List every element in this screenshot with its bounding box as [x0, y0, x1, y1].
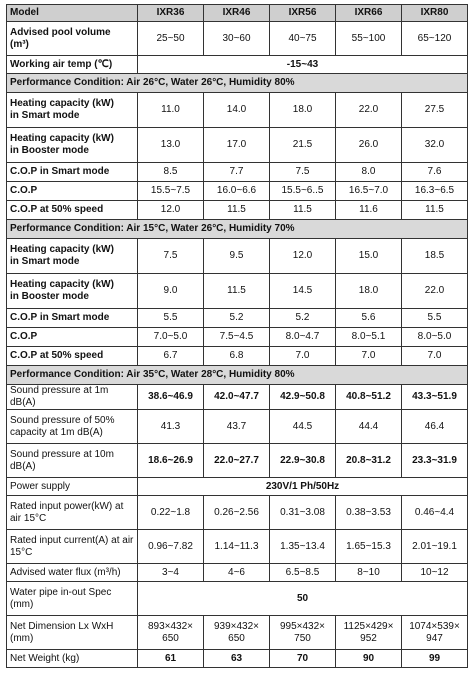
row-value-line: 12.0 [160, 204, 181, 215]
row-label-line: (m³) [10, 38, 29, 50]
header-row [7, 5, 468, 22]
row-value-line: 42.0~47.7 [214, 391, 259, 402]
row-value-line: 6.8 [229, 350, 244, 361]
row-value [204, 410, 270, 444]
row-value-line: 5.5 [427, 312, 442, 323]
row-value [336, 385, 402, 410]
row-value-line: 22.9~30.8 [280, 454, 325, 466]
row-label [7, 201, 138, 220]
row-label [7, 385, 138, 410]
row-label [7, 530, 138, 564]
row-value-line: 0.26~2.56 [214, 506, 259, 518]
row-label-line: Advised water flux (m³/h) [10, 566, 121, 578]
row-value [138, 128, 204, 163]
row-value-line: 63 [230, 652, 243, 664]
row-value-line: 22.0~27.7 [214, 454, 259, 466]
row-value-line: 21.5 [292, 139, 313, 150]
row-value-line: 1074×539× [409, 620, 460, 632]
row-value-line: 8~10 [357, 566, 380, 578]
row-value-line: 7.0~5.0 [153, 331, 188, 342]
row-value [270, 347, 336, 366]
row-value-line: 16.0~6.6 [216, 185, 257, 196]
row-label-line: C.O.P [10, 185, 38, 196]
row-label [7, 444, 138, 478]
row-value-line: 12.0 [292, 250, 313, 261]
row-value [270, 616, 336, 650]
row-value-line: 1.35~13.4 [280, 540, 325, 552]
row-value [204, 496, 270, 530]
section-header-row [7, 220, 468, 239]
row-value-line: 20.8~31.2 [346, 454, 391, 466]
row-value-line: 15.5~6..5 [281, 185, 324, 196]
row-label [7, 182, 138, 201]
row-value [204, 309, 270, 328]
row-value-line: 27.5 [424, 104, 445, 115]
row-label-line: Heating capacity (kW) [10, 244, 114, 255]
row-label-line: Power supply [10, 480, 71, 492]
row-value [204, 239, 270, 274]
row-value [402, 530, 468, 564]
row-value [402, 309, 468, 328]
row-value-line: 0.38~3.53 [346, 506, 391, 518]
row-label-line: C.O.P in Smart mode [10, 166, 110, 177]
row-label-line: 15°C [10, 546, 33, 558]
row-label [7, 410, 138, 444]
row-value [138, 410, 204, 444]
row-value [204, 347, 270, 366]
row-label [7, 309, 138, 328]
row-value [336, 496, 402, 530]
row-value-all-models: -15~43 [138, 56, 468, 74]
spec-row [7, 274, 468, 309]
row-value-line: 99 [428, 652, 441, 664]
row-value-line: 18.6~26.9 [148, 454, 193, 466]
row-value [336, 410, 402, 444]
row-value [138, 274, 204, 309]
row-value [204, 650, 270, 668]
row-value [270, 564, 336, 582]
row-value-line: 3~4 [162, 566, 179, 578]
row-value-line: 40~75 [288, 32, 317, 44]
section-title: Performance Condition: Air 35°C, Water 28°C, Humidity 80% [7, 366, 468, 385]
row-value-line: 5.2 [229, 312, 244, 323]
row-value-line: 41.3 [160, 420, 181, 432]
row-label-line: Rated input current(A) at air [10, 534, 134, 546]
row-value-line: 90 [362, 652, 375, 664]
row-value [402, 444, 468, 478]
spec-row [7, 530, 468, 564]
row-value-line: 4~6 [228, 566, 245, 578]
row-value [336, 564, 402, 582]
row-value-all-models: 230V/1 Ph/50Hz [138, 478, 468, 496]
row-value-line: 10~12 [420, 566, 449, 578]
row-value [270, 93, 336, 128]
row-value-line: 11.5 [227, 285, 246, 296]
row-label-line: Sound pressure at 10m [10, 448, 114, 460]
row-label-line: C.O.P [10, 331, 38, 342]
row-value [138, 201, 204, 220]
row-label-line: C.O.P at 50% speed [10, 350, 104, 361]
row-label-line: Heating capacity (kW) [10, 279, 114, 290]
row-value [270, 410, 336, 444]
row-value-line: 7.5~4.5 [219, 331, 254, 342]
row-label-line: Sound pressure at 1m dB(A) [10, 385, 109, 408]
row-value-line: 7.0 [361, 350, 376, 361]
row-value [402, 616, 468, 650]
row-value [138, 328, 204, 347]
row-value [270, 328, 336, 347]
spec-row [7, 582, 468, 616]
row-value-line: 7.6 [427, 166, 442, 177]
row-value-line: 0.22~1.8 [150, 506, 191, 518]
spec-row [7, 309, 468, 328]
row-label [7, 128, 138, 163]
row-value-line: 55~100 [351, 32, 386, 44]
row-value-line: 939×432× [213, 620, 260, 632]
row-value [270, 128, 336, 163]
row-value-line: 16.5~7.0 [348, 185, 389, 196]
row-value [138, 564, 204, 582]
row-value-line: 16.3~6.5 [414, 185, 455, 196]
row-value-line: 1125×429× [343, 620, 394, 632]
row-value-line: 8.0~4.7 [285, 331, 320, 342]
spec-row [7, 347, 468, 366]
row-value [402, 182, 468, 201]
row-value-line: 70 [296, 652, 309, 664]
row-value-line: 13.0 [160, 139, 181, 150]
row-value-line: 18.5 [424, 250, 445, 261]
spec-row [7, 201, 468, 220]
row-label [7, 56, 138, 74]
row-value [270, 182, 336, 201]
row-value [336, 93, 402, 128]
row-value [336, 530, 402, 564]
header-label: Model [7, 5, 138, 22]
row-label [7, 582, 138, 616]
row-value-line: 17.0 [226, 139, 247, 150]
row-value-line: 25~50 [156, 32, 185, 44]
row-label-line: dB(A) [10, 460, 36, 472]
spec-row [7, 163, 468, 182]
row-value [204, 328, 270, 347]
row-value [270, 650, 336, 668]
row-label [7, 22, 138, 56]
row-label [7, 328, 138, 347]
row-value [204, 93, 270, 128]
row-value [138, 616, 204, 650]
row-value-line: 46.4 [424, 420, 445, 432]
section-title: Performance Condition: Air 15°C, Water 26°C, Humidity 70% [7, 220, 468, 239]
row-label-line: C.O.P in Smart mode [10, 312, 110, 323]
row-value-line: 18.0 [292, 104, 313, 115]
row-value-line: 8.0~5.0 [417, 331, 452, 342]
row-label [7, 163, 138, 182]
row-value [336, 616, 402, 650]
row-value [138, 385, 204, 410]
row-label-line: Sound pressure of 50% [10, 414, 115, 426]
row-label [7, 239, 138, 274]
row-value [336, 182, 402, 201]
spec-row [7, 328, 468, 347]
row-value-line: 1.65~15.3 [346, 540, 391, 552]
spec-row [7, 444, 468, 478]
spec-row [7, 128, 468, 163]
row-value [138, 650, 204, 668]
row-value [336, 128, 402, 163]
row-value [138, 347, 204, 366]
row-value [336, 309, 402, 328]
row-value [336, 201, 402, 220]
row-label-line: Rated input power(kW) at [10, 500, 124, 512]
row-label-line: in Booster mode [10, 145, 89, 156]
spec-row [7, 496, 468, 530]
row-value [402, 239, 468, 274]
row-value-line: 11.5 [425, 204, 444, 215]
row-value-line: 32.0 [424, 139, 445, 150]
row-value-line: 7.0 [295, 350, 310, 361]
row-value-line: 5.2 [295, 312, 310, 323]
row-value [270, 274, 336, 309]
row-value [138, 309, 204, 328]
row-value-line: 947 [426, 632, 443, 644]
row-value-line: 22.0 [358, 104, 379, 115]
row-label [7, 93, 138, 128]
row-label [7, 347, 138, 366]
row-label-line: Advised pool volume [10, 26, 111, 38]
row-value [270, 444, 336, 478]
row-label-line: Heating capacity (kW) [10, 133, 114, 144]
row-value [138, 163, 204, 182]
row-label [7, 478, 138, 496]
row-label-line: capacity at 1m dB(A) [10, 426, 103, 438]
row-value-line: 650 [162, 632, 179, 644]
row-value-line: 30~60 [222, 32, 251, 44]
row-value [336, 328, 402, 347]
row-value-line: 650 [228, 632, 245, 644]
row-value-line: 8.5 [163, 166, 178, 177]
row-value [402, 347, 468, 366]
row-value [402, 22, 468, 56]
row-value [204, 444, 270, 478]
row-value-line: 893×432× [147, 620, 194, 632]
row-value [270, 385, 336, 410]
spec-row [7, 650, 468, 668]
row-value-line: 44.4 [358, 420, 379, 432]
row-label [7, 650, 138, 668]
row-value [270, 163, 336, 182]
row-label-line: C.O.P at 50% speed [10, 204, 104, 215]
row-value-line: 61 [164, 652, 177, 664]
row-value-line: 18.0 [358, 285, 379, 296]
row-value [204, 385, 270, 410]
row-value [138, 93, 204, 128]
row-value-line: 15.5~7.5 [150, 185, 191, 196]
row-label [7, 274, 138, 309]
row-value [270, 201, 336, 220]
row-value-line: 11.5 [293, 204, 312, 215]
row-value-line: 7.5 [163, 250, 178, 261]
row-value-line: 14.5 [292, 285, 313, 296]
row-value-line: 5.6 [361, 312, 376, 323]
row-value [270, 496, 336, 530]
spec-row [7, 93, 468, 128]
row-value-line: 750 [294, 632, 311, 644]
model-header: IXR56 [270, 5, 336, 22]
row-value-line: 11.5 [227, 204, 246, 215]
spec-row [7, 239, 468, 274]
row-value [138, 496, 204, 530]
row-value [402, 163, 468, 182]
row-value-all-models: 50 [138, 582, 468, 616]
row-value [402, 496, 468, 530]
row-value [336, 444, 402, 478]
row-value [402, 274, 468, 309]
row-value-line: 7.0 [427, 350, 442, 361]
row-value-line: 6.5~8.5 [285, 566, 320, 578]
row-label-line: (mm) [10, 598, 34, 610]
row-value [138, 239, 204, 274]
spec-row [7, 410, 468, 444]
row-label [7, 496, 138, 530]
row-value [402, 385, 468, 410]
row-value [402, 564, 468, 582]
spec-row [7, 564, 468, 582]
row-value [402, 650, 468, 668]
row-label-line: (mm) [10, 632, 34, 644]
row-value [402, 410, 468, 444]
row-label-line: in Booster mode [10, 291, 89, 302]
row-value-line: 6.7 [163, 350, 178, 361]
row-label-line: Heating capacity (kW) [10, 98, 114, 109]
spec-row [7, 478, 468, 496]
section-header-row [7, 74, 468, 93]
row-value-line: 8.0~5.1 [351, 331, 386, 342]
row-value [402, 201, 468, 220]
row-value [270, 239, 336, 274]
row-value-line: 26.0 [358, 139, 379, 150]
row-value-line: 15.0 [358, 250, 379, 261]
row-value-line: 43.3~51.9 [412, 391, 457, 402]
row-value-line: 7.7 [229, 166, 244, 177]
row-value [270, 309, 336, 328]
row-label [7, 616, 138, 650]
row-label-line: Working air temp (℃) [10, 58, 113, 70]
row-value [402, 328, 468, 347]
row-value-line: 0.46~4.4 [414, 506, 455, 518]
spec-row [7, 22, 468, 56]
row-value-line: 14.0 [226, 104, 247, 115]
model-header: IXR66 [336, 5, 402, 22]
row-value-line: 23.3~31.9 [412, 454, 457, 466]
row-value [402, 128, 468, 163]
row-value [138, 22, 204, 56]
spec-row [7, 182, 468, 201]
row-value [204, 163, 270, 182]
row-value [336, 22, 402, 56]
row-value [336, 274, 402, 309]
row-value-line: 995×432× [279, 620, 326, 632]
row-label-line: air 15°C [10, 512, 47, 524]
spec-table [6, 4, 468, 668]
section-title: Performance Condition: Air 26°C, Water 26°C, Humidity 80% [7, 74, 468, 93]
spec-row [7, 385, 468, 410]
row-value-line: 22.0 [424, 285, 445, 296]
row-label-line: in Smart mode [10, 110, 80, 121]
row-value-line: 1.14~11.3 [214, 540, 259, 552]
model-header: IXR36 [138, 5, 204, 22]
row-value [204, 201, 270, 220]
section-header-row [7, 366, 468, 385]
row-label-line: in Smart mode [10, 256, 80, 267]
row-value-line: 9.5 [229, 250, 244, 261]
spec-row [7, 56, 468, 74]
row-value-line: 11.0 [161, 104, 180, 115]
row-value [204, 530, 270, 564]
row-label-line: Net Dimension Lx WxH [10, 620, 114, 632]
row-value-line: 5.5 [163, 312, 178, 323]
row-value-line: 42.9~50.8 [280, 391, 325, 402]
row-value [270, 22, 336, 56]
row-value [336, 650, 402, 668]
row-value [336, 163, 402, 182]
row-value-line: 8.0 [361, 166, 376, 177]
row-value-line: 2.01~19.1 [412, 540, 457, 552]
row-value-line: 952 [360, 632, 377, 644]
row-value [204, 182, 270, 201]
row-value [204, 274, 270, 309]
row-label-line: Net Weight (kg) [10, 652, 80, 664]
row-value-line: 11.6 [359, 204, 378, 215]
row-value [270, 530, 336, 564]
row-value [336, 347, 402, 366]
row-value-line: 40.8~51.2 [346, 391, 391, 402]
row-value-line: 0.96~7.82 [148, 540, 193, 552]
row-value-line: 9.0 [163, 285, 178, 296]
row-value [204, 22, 270, 56]
row-value [138, 182, 204, 201]
row-value-line: 65~120 [417, 32, 452, 44]
row-value-line: 38.6~46.9 [148, 391, 193, 402]
row-value [402, 93, 468, 128]
row-value [204, 616, 270, 650]
row-value-line: 44.5 [292, 420, 313, 432]
row-label [7, 564, 138, 582]
row-value [138, 444, 204, 478]
row-value-line: 43.7 [226, 420, 247, 432]
model-header: IXR80 [402, 5, 468, 22]
row-value [204, 128, 270, 163]
row-value [138, 530, 204, 564]
spec-row [7, 616, 468, 650]
row-value-line: 7.5 [295, 166, 310, 177]
model-header: IXR46 [204, 5, 270, 22]
row-value-line: 0.31~3.08 [280, 506, 325, 518]
row-value [336, 239, 402, 274]
row-value [204, 564, 270, 582]
row-label-line: Water pipe in-out Spec [10, 586, 112, 598]
